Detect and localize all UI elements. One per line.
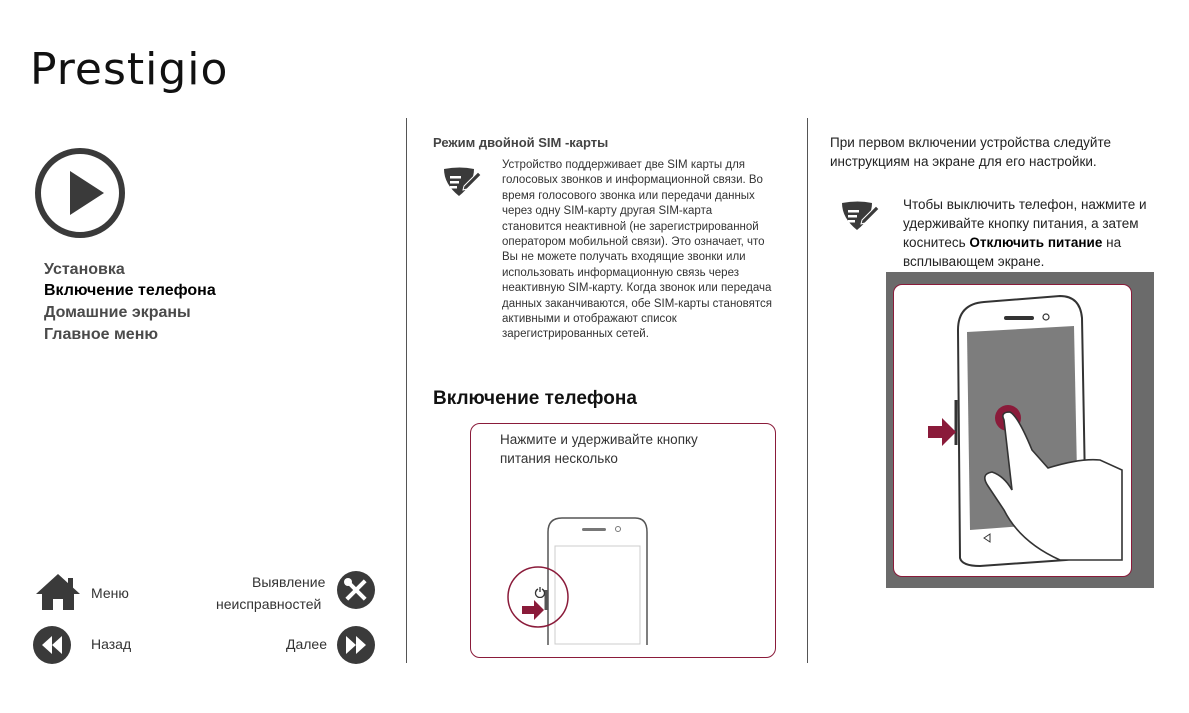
menu-item-main-menu[interactable]: Главное меню xyxy=(44,326,159,343)
play-icon[interactable] xyxy=(34,147,126,239)
menu-item-install[interactable]: Установка xyxy=(44,261,125,278)
power-off-option: Отключить питание xyxy=(969,235,1103,250)
troubleshoot-label-1[interactable]: Выявление xyxy=(252,574,326,590)
power-off-note-text: Чтобы выключить телефон, нажмите и удерживайте кнопку питания, а затем коснитесь xyxy=(903,197,1147,250)
power-off-note xyxy=(903,195,1178,271)
next-icon[interactable] xyxy=(336,625,376,665)
note-icon-2 xyxy=(840,200,880,232)
sim-description: Устройство поддерживает две SIM карты для голосовых звонков и информационной связи. Во время голосового звонка или передачи данных через одну SIM-карту другая SIM-карта становится неактивной (не зарегистрированной оператором мобильной связи). Это означает, что Вы не можете получать входящие звонки или использовать информационную связь через неактивную SIM-карту. Когда звонок или передача данных заканчиваются, обе SIM-карты становятся активными и отображают список зарегистрированных сетей. xyxy=(502,159,773,341)
tools-icon[interactable] xyxy=(336,570,376,610)
power-off-note-tail: на всплывающем экране. xyxy=(903,235,1122,269)
home-icon[interactable] xyxy=(34,572,82,612)
menu-item-home-screens[interactable]: Домашние экраны xyxy=(44,304,191,321)
setup-intro-text: При первом включении устройства следуйте инструкциям на экране для его настройки. xyxy=(830,135,1112,169)
menu-item-power-on[interactable]: Включение телефона xyxy=(44,282,216,299)
menu-link[interactable]: Меню xyxy=(91,585,129,601)
note-icon xyxy=(442,166,482,198)
power-icon xyxy=(534,586,546,598)
sim-section-title: Режим двойной SIM -карты xyxy=(433,135,609,150)
column-divider-right xyxy=(807,118,808,663)
back-link[interactable]: Назад xyxy=(91,636,132,652)
back-icon[interactable] xyxy=(32,625,72,665)
power-on-heading: Включение телефона xyxy=(433,388,637,409)
troubleshoot-label-2[interactable]: неисправностей xyxy=(216,596,322,612)
column-divider-left xyxy=(406,118,407,663)
next-link[interactable]: Далее xyxy=(286,636,328,652)
phone-side-illustration xyxy=(500,510,730,655)
phone-hand-illustration xyxy=(900,290,1125,570)
power-on-instruction: Нажмите и удерживайте кнопку питания несколько xyxy=(500,432,698,466)
brand-logo: Prestigio xyxy=(30,44,229,95)
